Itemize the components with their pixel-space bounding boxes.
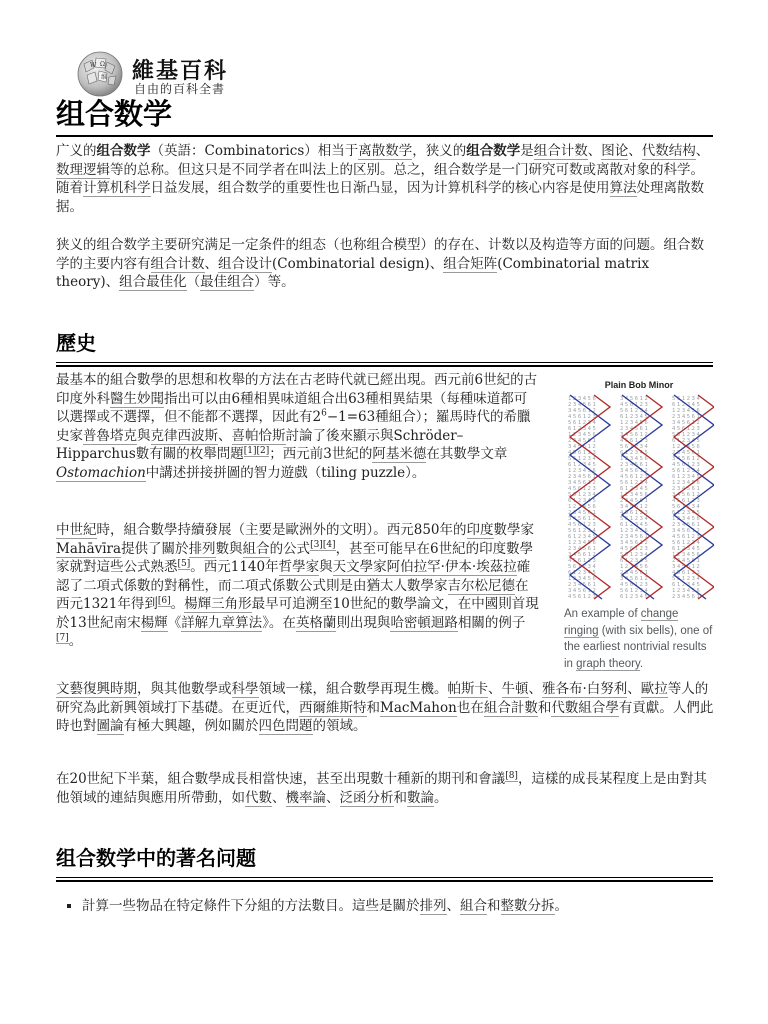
bell-row-digits: 234561: [672, 558, 702, 564]
link-combinatorial-counting[interactable]: 组合计数: [533, 143, 588, 159]
link-algebraic-combinatorics[interactable]: 代數組合學: [551, 699, 619, 716]
link-euler[interactable]: 歐拉: [640, 681, 668, 697]
bell-row-digits: 561234: [672, 576, 702, 582]
bell-row-digits: 456123: [568, 558, 598, 564]
bell-row-digits: 345612: [620, 468, 650, 474]
reference-1[interactable]: [1]: [243, 445, 257, 456]
logo-subtitle: 自由的百科全書: [134, 82, 226, 96]
bell-row-digits: 612345: [620, 522, 650, 528]
bell-row-digits: 561234: [568, 456, 598, 462]
bell-row-digits: 345612: [672, 564, 702, 570]
svg-text:Ω: Ω: [100, 61, 105, 68]
link-jacob-bernoulli[interactable]: 雅各布·白努利: [542, 681, 628, 697]
bell-row-digits: 612345: [672, 546, 702, 552]
link-combinatorial-optimization[interactable]: 组合最佳化: [119, 274, 187, 290]
link-ibn-ezra[interactable]: 阿伯拉罕·伊本·埃茲拉: [386, 559, 517, 575]
link-optimal-combination[interactable]: 最佳组合: [200, 274, 255, 290]
bell-row-digits: 456123: [672, 426, 702, 432]
bell-row-digits: 123456: [620, 564, 650, 570]
bell-row-digits: 456123: [568, 522, 598, 528]
reference-2[interactable]: [2]: [256, 445, 270, 456]
bell-row-digits: 234561: [672, 486, 702, 492]
reference-8[interactable]: [8]: [505, 770, 518, 781]
reference-5[interactable]: [5]: [177, 558, 191, 569]
link-permutation-2[interactable]: 排列: [419, 898, 447, 914]
link-integer-partition[interactable]: 整數分拆: [500, 898, 555, 914]
bell-row-digits: 612345: [620, 486, 650, 492]
logo-title: 維基百科: [132, 58, 229, 84]
link-combinatorial-design[interactable]: 组合设计: [218, 255, 272, 272]
link-astronomer[interactable]: 天文學家: [332, 559, 387, 575]
bell-row-digits: 456123: [620, 402, 650, 408]
bell-row-digits: 561234: [620, 480, 650, 486]
link-mathematical-logic[interactable]: 数理逻辑: [56, 161, 110, 178]
link-philosopher[interactable]: 哲學家: [278, 559, 320, 575]
bell-row-digits: 123456: [672, 444, 702, 450]
bell-row-digits: 456123: [672, 570, 702, 576]
link-mahavira[interactable]: Mahāvīra: [56, 540, 122, 557]
link-enumerative-combinatorics[interactable]: 組合計數: [483, 699, 538, 716]
link-middle-ages[interactable]: 中世紀: [56, 522, 97, 538]
bell-row-digits: 561234: [568, 492, 598, 498]
link-functional-analysis[interactable]: 泛函分析: [339, 789, 394, 806]
bell-row-digits: 123456: [672, 480, 702, 486]
figure-plain-bob-minor: [564, 380, 714, 672]
link-india[interactable]: 印度: [466, 522, 494, 538]
bell-row-digits: 345612: [568, 516, 598, 522]
bell-row-digits: 123456: [672, 552, 702, 558]
bell-row-digits: 345612: [568, 480, 598, 486]
bell-row-digits: 345612: [620, 540, 650, 546]
bell-row-digits: 456123: [620, 546, 650, 552]
bell-row-digits: 234561: [568, 582, 598, 588]
bell-row-digits: 123456: [620, 492, 650, 498]
bell-row-digits: 561234: [568, 564, 598, 570]
link-combinatorial-matrix[interactable]: 组合矩阵: [443, 255, 498, 272]
bell-row-digits: 123456: [620, 528, 650, 534]
link-algebraic-structure[interactable]: 代数结构: [641, 143, 696, 159]
bell-row-digits: 612345: [620, 594, 650, 600]
bell-row-digits: 456123: [620, 438, 650, 444]
reference-7[interactable]: [7]: [56, 632, 69, 643]
bell-row-digits: 345612: [568, 444, 598, 450]
reference-6[interactable]: [6]: [157, 595, 171, 606]
bell-row-digits: 345612: [620, 396, 650, 402]
bell-row-digits: 612345: [672, 510, 702, 516]
intro-paragraph-1: 广义的组合数学（英語：Combinatorics）相当于离散数学，狭义的组合数学是组合计数、图论、代数结构、数理逻辑等的总称。但这只是不同学者在叫法上的区别。总之，组合数学是一门研究可数或离散对象的科学。随着计算机科学日益发展，组合数学的重要性也日渐凸显，因为计算机科学的核心内容是使用算法处理离散数据。: [56, 143, 710, 215]
wikipedia-globe-icon: [74, 50, 126, 98]
bell-row-digits: 234561: [620, 498, 650, 504]
bell-row-digits: 123456: [672, 408, 702, 414]
bell-row-digits: 345612: [672, 456, 702, 462]
link-number-theory[interactable]: 數論: [407, 789, 434, 806]
bell-row-digits: 561234: [568, 528, 598, 534]
link-algorithm[interactable]: 算法: [609, 180, 637, 196]
bell-row-digits: 234561: [672, 522, 702, 528]
bell-row-digits: 123456: [620, 420, 650, 426]
bell-row-digits: 456123: [568, 414, 598, 420]
bell-row-digits: 456123: [672, 498, 702, 504]
svg-text:维: 维: [101, 74, 108, 81]
bell-row-digits: 561234: [620, 588, 650, 594]
bell-row-digits: 561234: [672, 432, 702, 438]
bell-row-digits: 612345: [672, 582, 702, 588]
link-pascal[interactable]: 帕斯卡: [447, 681, 488, 697]
link-permutation[interactable]: 排列: [188, 540, 216, 557]
link-discrete-math[interactable]: 离散数学: [358, 143, 413, 159]
link-graph-theory-2[interactable]: 圖論: [96, 718, 124, 734]
bell-row-digits: 345612: [620, 576, 650, 582]
bell-row-digits: 345612: [672, 492, 702, 498]
bell-row-digits: 561234: [672, 468, 702, 474]
bell-row-digits: 234561: [568, 402, 598, 408]
link-combination[interactable]: 組合: [242, 540, 270, 557]
list-item: ▪ 計算一些物品在特定條件下分組的方法數目。這些是關於排列、組合和整數分拆。: [82, 897, 740, 916]
link-sylvester[interactable]: 西爾維斯特: [299, 699, 367, 716]
bell-row-digits: 612345: [620, 414, 650, 420]
history-paragraph-2: 中世紀時，組合數學持續發展（主要是歐洲外的文明）。西元850年的印度數學家Mahāvīra提供了關於排列數與組合的公式[3][4]，甚至可能早在6世紀的印度數學家就對這些公式熟悉[5]。西元1140年哲學家與天文學家阿伯拉罕·伊本·埃茲拉確認了二項式係數的對稱性，而二項式係數公式則是由猶太人數學家吉尔松尼德在西元1321年得到[6]。楊輝三角形最早可追溯至10世紀的數學論文，在中國則首現於13世紀南宋楊輝《詳解九章算法》。在英格蘭則出現與哈密頓迴路相關的例子[7]。: [56, 522, 539, 649]
bell-row-digits: 234561: [672, 450, 702, 456]
bell-row-digits: 345612: [672, 528, 702, 534]
bell-row-digits: 234561: [620, 570, 650, 576]
bell-row-digits: 123456: [620, 456, 650, 462]
intro-paragraph-2: 狭义的组合数学主要研究满足一定条件的组态（也称组合模型）的存在、计数以及构造等方面的问题。组合数学的主要内容有组合计数、组合设计(Combinatorial design)、组合矩阵(Combinatorial matrix theory)、组合最佳化（最佳组合）等。: [56, 237, 704, 290]
history-paragraph-3: 文藝復興時期，與其他數學或科學領域一樣，組合數學再現生機。帕斯卡、牛頓、雅各布·白努利、歐拉等人的研究為此新興領域打下基礎。在更近代，西爾維斯特和MacMahon也在組合計數和代數組合學有貢獻。人們此時也對圖論有極大興趣，例如關於四色問題的領域。: [56, 681, 714, 734]
bell-row-digits: 456123: [672, 462, 702, 468]
bell-row-digits: 561234: [620, 552, 650, 558]
site-logo[interactable]: [74, 48, 254, 98]
bell-row-digits: 612345: [672, 474, 702, 480]
link-probability[interactable]: 機率論: [285, 789, 326, 806]
figure-caption: An example of change ringing (with six bells), one of the earliest nontrivial results in graph theory.: [564, 608, 713, 670]
section-heading-history: 歷史: [56, 327, 713, 363]
bell-row-digits: 345612: [568, 408, 598, 414]
change-ringing-diagram[interactable]: [564, 392, 714, 602]
bell-row-digits: 561234: [672, 396, 702, 402]
bell-row-digits: 612345: [568, 462, 598, 468]
bell-row-digits: 123456: [568, 504, 598, 510]
bell-row-digits: 123456: [568, 540, 598, 546]
bell-row-digits: 456123: [568, 450, 598, 456]
bell-row-digits: 345612: [568, 552, 598, 558]
bell-row-digits: 234561: [620, 462, 650, 468]
svg-text:W: W: [90, 62, 97, 69]
bell-row-digits: 612345: [672, 438, 702, 444]
link-graph-theory[interactable]: 图论: [601, 143, 629, 159]
bell-row-digits: 612345: [620, 450, 650, 456]
bell-row-digits: 345612: [672, 420, 702, 426]
bell-row-digits: 612345: [568, 534, 598, 540]
section-heading-famous-problems: 组合数学中的著名问题: [56, 842, 713, 878]
bell-row-digits: 456123: [620, 582, 650, 588]
bell-row-digits: 234561: [620, 426, 650, 432]
bell-row-digits: 456123: [620, 510, 650, 516]
link-computer-science[interactable]: 计算机科学: [83, 180, 151, 196]
history-paragraph-1: 最基本的組合數學的思想和枚舉的方法在古老時代就已經出現。西元前6世紀的古印度外科醫生妙聞指出可以由6種相異味道組合出63種相異結果（每種味道都可以選擇或不選擇，但不能都不選擇，因此有$2^6-1=63$種組合）；羅馬時代的希臘史家普魯塔克與克律西波斯、喜帕恰斯討論了後來顯示與Schröder–Hipparchus數有關的枚舉問題[1][2]；西元前3世紀的阿基米德在其數學文章Ostomachion中講述拼接拼圖的智力遊戲（tiling puzzle）。: [56, 372, 538, 481]
bell-row-digits: 612345: [568, 426, 598, 432]
bell-row-digits: 123456: [672, 516, 702, 522]
figure-title: Plain Bob Minor: [604, 380, 674, 390]
link-macmahon[interactable]: MacMahon: [380, 699, 457, 716]
famous-problems-list: [56, 897, 740, 916]
bell-row-digits: 234561: [620, 534, 650, 540]
bell-row-digits: 612345: [568, 498, 598, 504]
bell-row-digits: 561234: [620, 444, 650, 450]
bell-row-digits: 234561: [568, 438, 598, 444]
history-paragraph-4: 在20世紀下半葉，組合數學成長相當快速，甚至出現數十種新的期刊和會議[8]，這樣的成長某程度上是由對其他領域的連結與應用所帶動，如代數、機率論、泛函分析和數論。: [56, 770, 707, 806]
link-yang-hui-triangle[interactable]: 楊輝三角形: [184, 596, 252, 612]
link-combination-2[interactable]: 組合: [460, 898, 487, 914]
link-chrysippus[interactable]: 克律西波斯: [150, 427, 218, 444]
bell-row-digits: 234561: [672, 414, 702, 420]
bell-row-digits: 234561: [568, 546, 598, 552]
bell-row-digits: 123456: [568, 576, 598, 582]
link-four-color[interactable]: 四色問題: [258, 718, 313, 734]
link-combinatorial-counting-2[interactable]: 组合计数: [150, 255, 205, 272]
link-yang-hui[interactable]: 楊輝: [140, 614, 168, 631]
bell-row-digits: 456123: [672, 534, 702, 540]
link-graph-theory-caption[interactable]: graph theory: [576, 657, 640, 670]
link-xiangjie-jiuzhang[interactable]: 詳解九章算法: [181, 614, 263, 631]
bell-row-digits: 234561: [672, 594, 702, 600]
link-doctor[interactable]: 醫生: [110, 390, 137, 407]
link-ostomachion[interactable]: Ostomachion: [56, 464, 146, 481]
bell-row-digits: 123456: [672, 588, 702, 594]
reference-3[interactable]: [3]: [310, 540, 323, 550]
bell-row-digits: 345612: [620, 504, 650, 510]
link-science[interactable]: 科學: [231, 681, 259, 697]
bell-row-digits: 345612: [620, 432, 650, 438]
bell-row-digits: 234561: [568, 474, 598, 480]
bell-row-digits: 612345: [620, 558, 650, 564]
bell-row-digits: 612345: [568, 570, 598, 576]
bell-row-digits: 561234: [568, 420, 598, 426]
link-newton[interactable]: 牛頓: [501, 681, 529, 697]
bell-row-digits: 123456: [568, 468, 598, 474]
bell-row-digits: 234561: [568, 510, 598, 516]
bell-row-digits: 123456: [568, 396, 598, 402]
link-renaissance[interactable]: 文藝復興時期: [56, 681, 137, 697]
link-algebra[interactable]: 代數: [245, 789, 272, 806]
bell-row-digits: 561234: [672, 504, 702, 510]
reference-4[interactable]: [4]: [322, 540, 336, 550]
bell-row-digits: 456123: [568, 594, 598, 600]
link-hamiltonian-cycle[interactable]: 哈密頓迴路: [390, 614, 458, 631]
bell-row-digits: 456123: [568, 486, 598, 492]
link-sushruta[interactable]: 妙聞: [137, 390, 164, 407]
bell-row-digits: 561234: [672, 540, 702, 546]
bell-row-digits: 456123: [620, 474, 650, 480]
link-hipparchus[interactable]: 喜帕恰斯: [231, 427, 286, 444]
link-change-ringing[interactable]: change ringing: [564, 608, 679, 637]
bell-row-digits: 612345: [672, 402, 702, 408]
bell-row-digits: 561234: [620, 516, 650, 522]
bell-row-digits: 345612: [568, 588, 598, 594]
bell-row-digits: 561234: [620, 408, 650, 414]
page-title: 组合数学: [56, 95, 713, 137]
link-archimedes[interactable]: 阿基米德: [372, 446, 427, 462]
link-plutarch[interactable]: 普魯塔克: [83, 427, 137, 444]
link-england[interactable]: 英格蘭: [295, 614, 337, 631]
link-gersonides[interactable]: 吉尔松尼德: [447, 577, 515, 594]
bell-row-digits: 123456: [568, 432, 598, 438]
